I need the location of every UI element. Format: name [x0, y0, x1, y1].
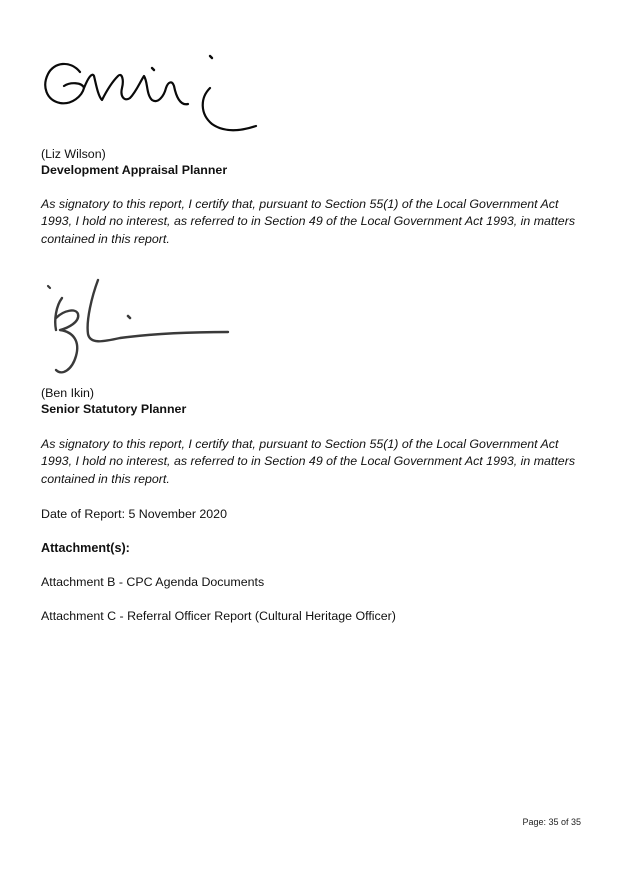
attachment-item-b: Attachment B - CPC Agenda Documents [41, 575, 265, 589]
certification-statement-1: As signatory to this report, I certify that, pursuant to Section 55(1) of the Local Government Act 1993, I hold no interest, as referred to in Section 49 of the Local Government Act 1993, in matters contained in this report. [41, 197, 576, 246]
attachments-heading: Attachment(s): [41, 541, 130, 555]
report-date: Date of Report: 5 November 2020 [41, 507, 227, 521]
certification-statement-2: As signatory to this report, I certify that, pursuant to Section 55(1) of the Local Government Act 1993, I hold no interest, as referred to in Section 49 of the Local Government Act 1993, in matters contained in this report. [41, 437, 576, 486]
signature-liz-wilson [40, 48, 270, 140]
page-number: Page: 35 of 35 [522, 817, 581, 827]
signatory-name-2: (Ben Ikin) [41, 386, 95, 400]
signature-ben-ikin [40, 276, 240, 382]
attachment-item-c: Attachment C - Referral Officer Report (Cultural Heritage Officer) [41, 609, 396, 623]
signatory-name-1: (Liz Wilson) [41, 147, 106, 161]
signatory-title-2: Senior Statutory Planner [41, 402, 187, 416]
signatory-title-1: Development Appraisal Planner [41, 163, 228, 177]
